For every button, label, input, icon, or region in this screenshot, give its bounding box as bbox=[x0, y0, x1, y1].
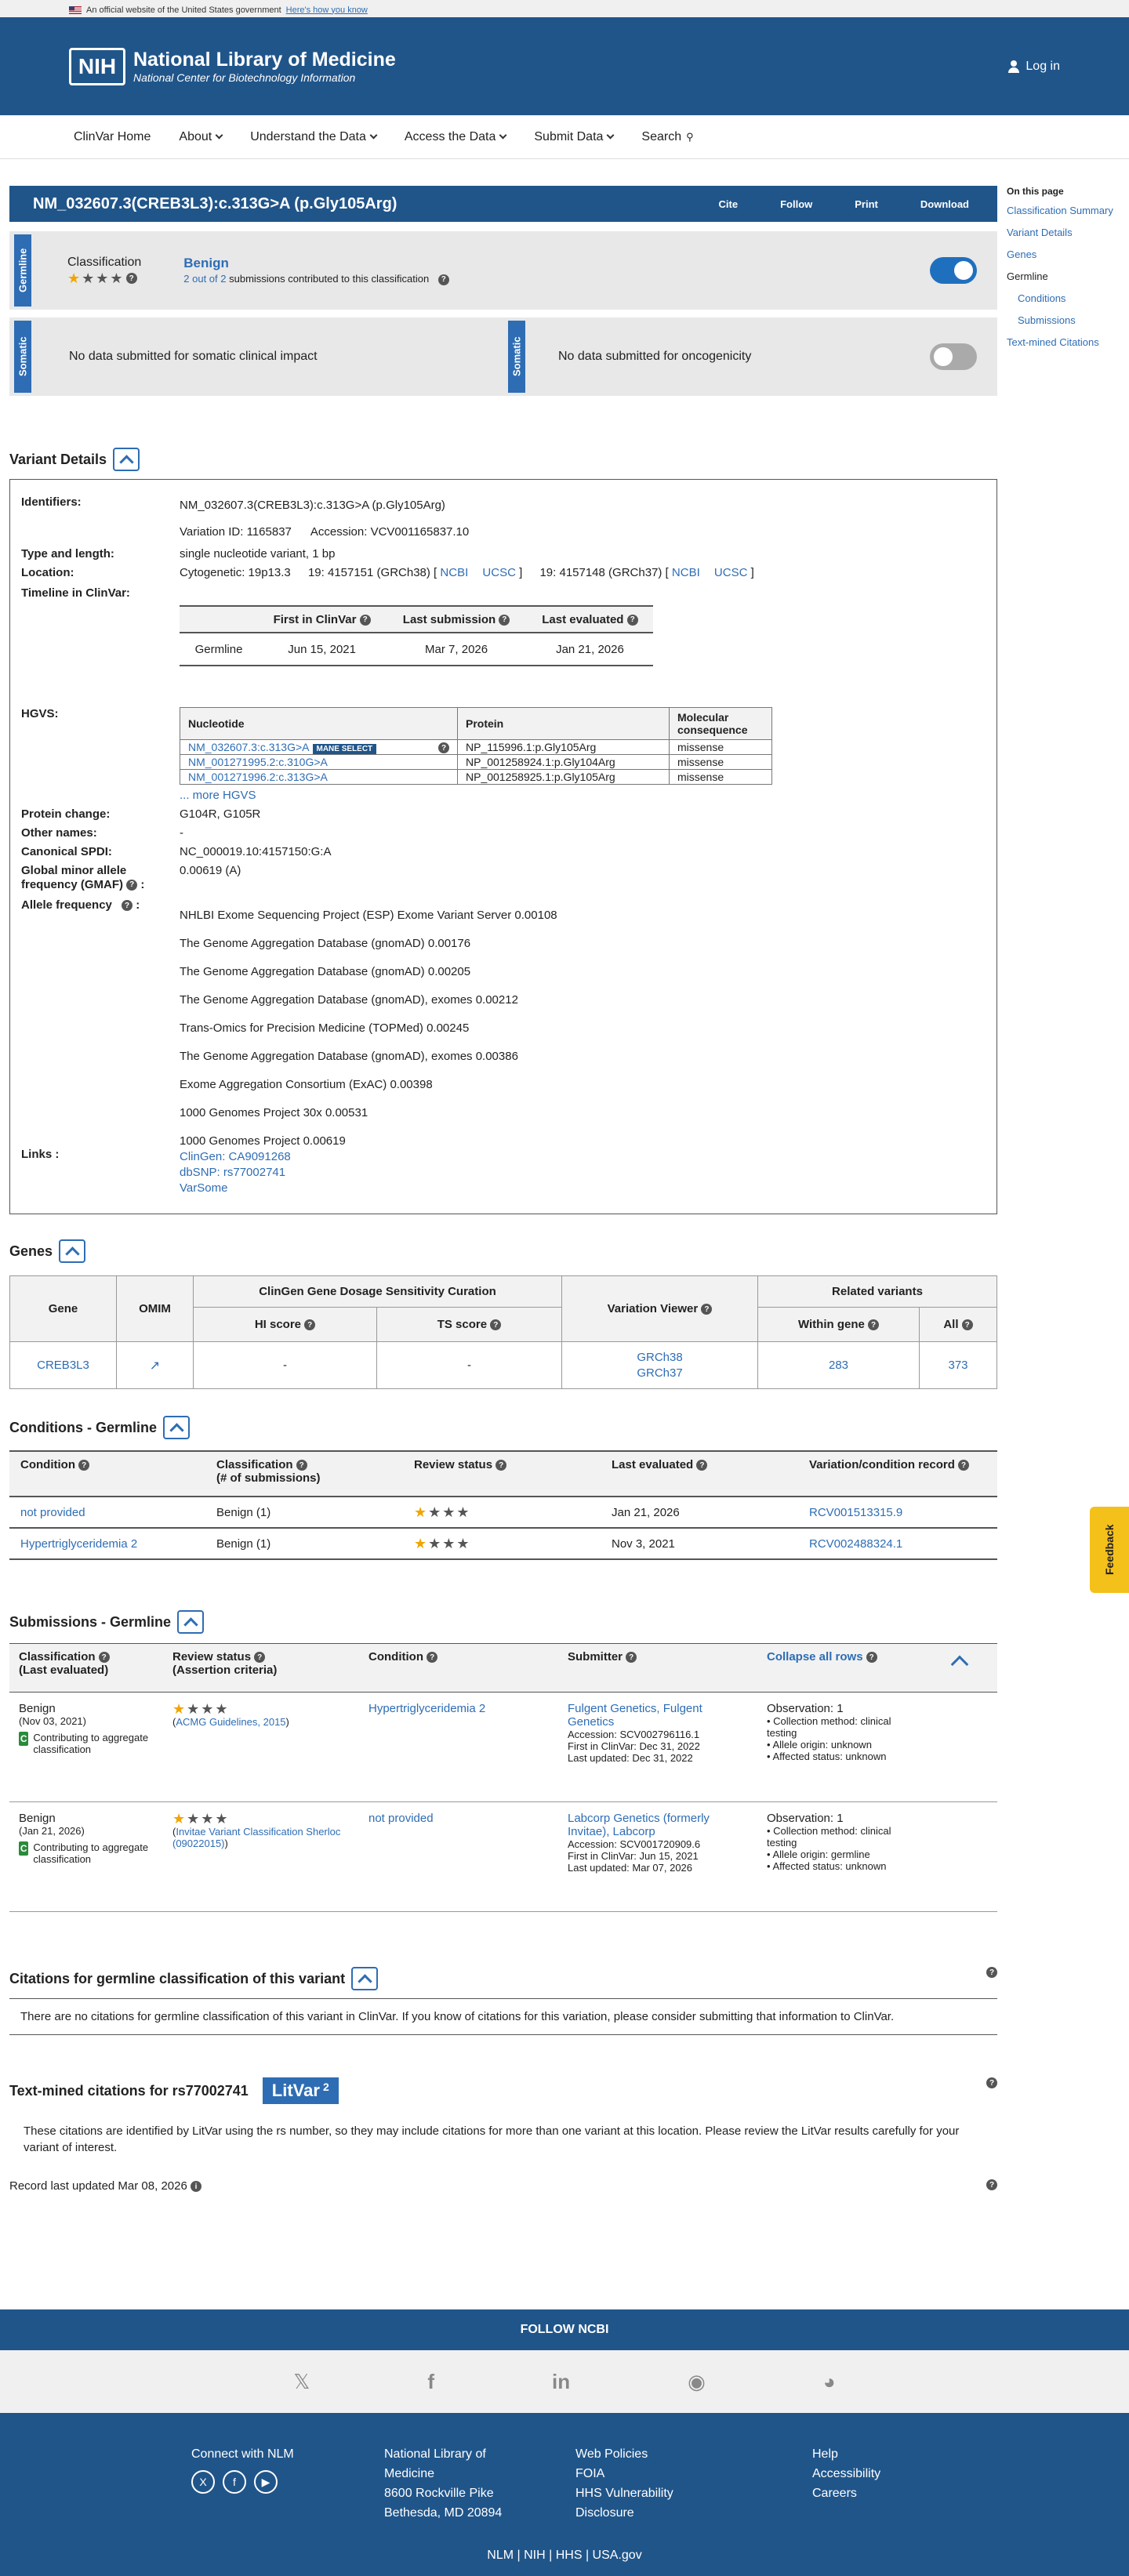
allele-freq-label: Allele frequency ? : bbox=[21, 898, 140, 912]
identifier-value: NM_032607.3(CREB3L3):c.313G>A (p.Gly105Arg) bbox=[180, 499, 445, 512]
site-footer bbox=[0, 2413, 1129, 2576]
side-classification-summary[interactable]: Classification Summary bbox=[1007, 205, 1113, 216]
external-link-icon[interactable]: ↗ bbox=[149, 1359, 161, 1373]
germline-toggle[interactable] bbox=[930, 257, 977, 284]
germline-summary bbox=[9, 231, 997, 310]
feedback-button[interactable]: Feedback bbox=[1090, 1507, 1129, 1593]
condition-link[interactable]: Hypertriglyceridemia 2 bbox=[368, 1702, 486, 1716]
user-icon bbox=[1008, 60, 1019, 73]
help-icon[interactable]: ? bbox=[126, 273, 137, 284]
criteria-link[interactable]: ACMG Guidelines, 2015 bbox=[176, 1716, 286, 1729]
login-label: Log in bbox=[1026, 59, 1060, 73]
other-names-label: Other names: bbox=[21, 826, 97, 840]
hgvs-link[interactable]: NM_032607.3:c.313G>A bbox=[188, 741, 310, 753]
side-text-mined[interactable]: Text-mined Citations bbox=[1007, 336, 1099, 348]
nav-about[interactable]: About bbox=[179, 130, 222, 144]
on-this-page bbox=[1007, 186, 1124, 358]
classification-label: Classification bbox=[67, 255, 142, 269]
side-submissions[interactable]: Submissions bbox=[1018, 314, 1076, 326]
somatic-tab: Somatic bbox=[14, 321, 31, 393]
condition-link[interactable]: Hypertriglyceridemia 2 bbox=[20, 1537, 138, 1551]
submissions-table: Classification ? (Last evaluated) Review status ? (Assertion criteria) Condition ? Submitter ? Collapse all rows ? Benign (Nov 03, 2021) C Contributing to aggregate classification ★ ★ ★ ★ (ACMG Guidelines, 2015) Hypertriglyceridemia 2 Fulgent Genetics, Fulgent Genetics Accession: SCV002796116.1 First in ClinVar: Dec 31, 2022 Last updated: Dec 31, 2022 Observation: 1 • Collection method: clinical testing • Allele origin: unknown • Affected status: unknown Benign (Jan 21, 2026) C Contributing to aggregate classification ★ ★ ★ ★ (Invitae Variant Classification Sherloc (09022015)) not provided Labcorp Genetics (formerly Invitae), Labcorp Accession: SCV001720909.6 First in ClinVar: Jun 15, 2021 Last updated: Mar 07, 2026 Observation: 1 • Collection method: clinical testing • Allele origin: germline • Affected status: unknown bbox=[9, 1643, 997, 1912]
gmaf-value: 0.00619 (A) bbox=[180, 864, 241, 877]
collapse-up-icon[interactable] bbox=[59, 1239, 85, 1263]
print-button[interactable]: Print bbox=[855, 198, 878, 210]
citations-section bbox=[9, 1967, 997, 2035]
hgvs-label: HGVS: bbox=[21, 707, 59, 720]
linkedin-icon[interactable]: in bbox=[552, 2369, 571, 2393]
youtube-icon[interactable]: ▶ bbox=[254, 2470, 278, 2494]
side-genes[interactable]: Genes bbox=[1007, 249, 1037, 260]
accessibility-link[interactable]: Accessibility bbox=[812, 2467, 881, 2480]
foia-link[interactable]: FOIA bbox=[575, 2467, 605, 2480]
location-value: Cytogenetic: 19p13.3 19: 4157151 (GRCh38) [ NCBI UCSC ] 19: 4157148 (GRCh37) [ NCBI UCSC ] bbox=[180, 566, 754, 579]
on-this-page-heading: On this page bbox=[1007, 186, 1064, 197]
ncbi-link[interactable]: NCBI bbox=[671, 566, 700, 579]
submitter-link[interactable]: Labcorp Genetics (formerly Invitae), Labcorp bbox=[568, 1812, 710, 1839]
submissions-count-text: submissions contributed to this classification bbox=[229, 273, 430, 285]
timeline-table: First in ClinVar ? Last submission ? Last evaluated ? Germline Jun 15, 2021 Mar 7, 2026 Jan 21, 2026 bbox=[180, 605, 653, 666]
review-stars: ★ ★ ★ ★ bbox=[67, 270, 123, 287]
help-link[interactable]: Help bbox=[812, 2447, 838, 2461]
textmined-heading: Text-mined citations for rs77002741 LitVar $^2$ bbox=[9, 2077, 997, 2104]
collapse-up-icon[interactable] bbox=[163, 1416, 190, 1439]
criteria-link[interactable]: Invitae Variant Classification Sherloc (09022015) bbox=[172, 1826, 341, 1850]
ucsc-link[interactable]: UCSC bbox=[713, 566, 748, 579]
search-icon: ⚲ bbox=[686, 130, 694, 143]
help-icon[interactable]: ? bbox=[986, 2179, 997, 2190]
type-label: Type and length: bbox=[21, 547, 114, 561]
help-icon[interactable]: ? bbox=[986, 1967, 997, 1978]
download-button[interactable]: Download bbox=[920, 198, 969, 210]
collapse-up-icon[interactable] bbox=[113, 448, 140, 471]
gov-banner-text: An official website of the United States government bbox=[86, 5, 281, 15]
varsome-link[interactable]: VarSome bbox=[180, 1181, 228, 1195]
collapse-up-icon[interactable] bbox=[177, 1610, 204, 1634]
chevron-down-icon bbox=[499, 132, 507, 140]
collapse-all-rows[interactable]: Collapse all rows bbox=[767, 1650, 863, 1664]
nav-understand[interactable]: Understand the Data bbox=[250, 130, 376, 144]
textmined-section bbox=[9, 2077, 997, 2165]
footer-bottom-links[interactable]: NLM | NIH | HHS | USA.gov bbox=[487, 2549, 642, 2562]
textmined-text: These citations are identified by LitVar using the rs number, so they may include citations for more than one variant at this location. Please review the LitVar results carefully for your variant of interest. bbox=[24, 2124, 960, 2155]
germline-tab: Germline bbox=[14, 234, 31, 307]
more-hgvs-link[interactable]: ... more HGVS bbox=[180, 789, 256, 802]
review-stars: ★ ★ ★ ★ bbox=[414, 1536, 470, 1552]
allele-frequencies: NHLBI Exome Sequencing Project (ESP) Exome Variant Server 0.00108 The Genome Aggregation Database (gnomAD) 0.00176 The Genome Aggregation Database (gnomAD) 0.00205 The Genome Aggregation Database (gnomAD), exomes 0.00212 Trans-Omics for Precision Medicine (TOPMed) 0.00245 The Genome Aggregation Database (gnomAD), exomes 0.00386 Exome Aggregation Consortium (ExAC) 0.00398 1000 Genomes Project 30x 0.00531 1000 Genomes Project 0.00619 bbox=[180, 909, 557, 1148]
protein-change-label: Protein change: bbox=[21, 807, 111, 821]
page-title: NM_032607.3(CREB3L3):c.313G>A (p.Gly105Arg) bbox=[33, 194, 398, 212]
somatic-summary bbox=[9, 317, 997, 396]
hgvs-table: Nucleotide Protein Molecular consequence NM_032607.3:c.313G>A MANE SELECT ? NP_115996.1:p.Gly105Arg missense NM_001271995.2:c.310G>A NP_001258924.1:p.Gly104Arg missense NM_001271996.2:c.313G>A NP_001258925.1:p.Gly105Arg missense bbox=[180, 707, 772, 785]
all-variants-link[interactable]: 373 bbox=[948, 1359, 968, 1372]
us-flag-icon bbox=[69, 6, 82, 14]
web-policies-link[interactable]: Web Policies bbox=[575, 2447, 648, 2461]
links-label: Links : bbox=[21, 1148, 60, 1161]
ncbi-link[interactable]: NCBI bbox=[440, 566, 469, 579]
chevron-down-icon bbox=[607, 132, 615, 140]
identifiers-label: Identifiers: bbox=[21, 495, 82, 509]
submission-row: Benign (Jan 21, 2026) C Contributing to aggregate classification ★ ★ ★ ★ (Invitae Variant Classification Sherloc (09022015)) not provided Labcorp Genetics (formerly Invitae), Labcorp Accession: SCV001720909.6 First in ClinVar: Jun 15, 2021 Last updated: Mar 07, 2026 Observation: 1 • Collection method: clinical testing • Allele origin: germline • Affected status: unknown bbox=[9, 1802, 997, 1912]
type-value: single nucleotide variant, 1 bp bbox=[180, 547, 336, 561]
conditions-table: Condition ? Classification ? (# of submissions) Review status ? Last evaluated ? Variation/condition record ? not provided Benign (1) ★ ★ ★ ★ Jan 21, 2026 RCV001513315.9 Hypertriglyceridemia 2 Benign (1) ★ ★ ★ ★ Nov 3, 2021 RCV002488324.1 bbox=[9, 1450, 997, 1560]
nih-logo-icon: NIH bbox=[69, 48, 125, 85]
login-button[interactable] bbox=[1008, 60, 1060, 74]
variant-title-bar bbox=[9, 186, 997, 222]
help-icon[interactable]: ? bbox=[986, 2077, 997, 2088]
somatic-toggle[interactable] bbox=[930, 343, 977, 370]
ucsc-link[interactable]: UCSC bbox=[482, 566, 516, 579]
genes-heading: Genes bbox=[9, 1239, 997, 1263]
grch38-link[interactable]: GRCh38 bbox=[637, 1350, 683, 1364]
careers-link[interactable]: Careers bbox=[812, 2487, 857, 2500]
grch37-link[interactable]: GRCh37 bbox=[637, 1366, 683, 1380]
side-variant-details[interactable]: Variant Details bbox=[1007, 227, 1073, 238]
location-label: Location: bbox=[21, 566, 74, 579]
clingen-link[interactable]: ClinGen: CA9091268 bbox=[180, 1150, 291, 1163]
variant-details-heading: Variant Details bbox=[9, 448, 997, 471]
x-icon[interactable]: X bbox=[191, 2470, 215, 2494]
hgvs-link[interactable]: NM_001271996.2:c.313G>A bbox=[188, 771, 328, 783]
oncogenicity-text: No data submitted for oncogenicity bbox=[558, 350, 752, 363]
review-stars: ★ ★ ★ ★ bbox=[414, 1504, 470, 1521]
social-links bbox=[0, 2350, 1129, 2413]
classification-value[interactable]: Benign bbox=[183, 256, 229, 271]
record-updated: Record last updated Mar 08, 2026 i ? bbox=[9, 2179, 997, 2193]
x-icon[interactable]: 𝕏 bbox=[293, 2369, 310, 2393]
timeline-label: Timeline in ClinVar: bbox=[21, 586, 130, 600]
heres-how-link[interactable]: Here's how you know bbox=[285, 5, 368, 15]
follow-ncbi: FOLLOW NCBI bbox=[0, 2309, 1129, 2350]
main-nav bbox=[0, 115, 1129, 159]
litvar-logo[interactable]: LitVar $^2$ bbox=[263, 2077, 339, 2104]
side-conditions[interactable]: Conditions bbox=[1018, 292, 1066, 304]
hhs-vulnerability-link[interactable]: HHS Vulnerability bbox=[575, 2487, 673, 2500]
citations-heading: Citations for germline classification of this variant bbox=[9, 1967, 997, 1990]
connect-nlm: Connect with NLM bbox=[191, 2447, 294, 2461]
facebook-icon[interactable]: f bbox=[223, 2470, 246, 2494]
nav-search[interactable]: Search ⚲ bbox=[641, 129, 694, 143]
rcv-link[interactable]: RCV002488324.1 bbox=[809, 1537, 903, 1551]
site-subtitle: National Center for Biotechnology Information bbox=[133, 71, 356, 84]
external-links bbox=[180, 1149, 291, 1196]
nlm-logo[interactable] bbox=[69, 48, 396, 85]
policy-links: Web Policies FOIA HHS Vulnerability Disclosure bbox=[575, 2444, 673, 2523]
site-header bbox=[0, 17, 1129, 115]
condition-link[interactable]: not provided bbox=[20, 1505, 85, 1519]
gov-banner bbox=[0, 0, 1129, 17]
within-gene-link[interactable]: 283 bbox=[828, 1359, 849, 1372]
submissions-heading: Submissions - Germline bbox=[9, 1610, 997, 1634]
spdi-value: NC_000019.10:4157150:G:A bbox=[180, 845, 332, 858]
somatic-tab-2: Somatic bbox=[508, 321, 525, 393]
nav-clinvar-home[interactable]: ClinVar Home bbox=[74, 129, 151, 143]
info-icon[interactable]: i bbox=[191, 2181, 201, 2192]
variation-accession: Variation ID: 1165837 Accession: VCV001165837.10 bbox=[180, 525, 470, 539]
nav-submit[interactable]: Submit Data bbox=[534, 130, 613, 144]
collapse-up-icon[interactable] bbox=[351, 1967, 378, 1990]
hgvs-link[interactable]: NM_001271995.2:c.310G>A bbox=[188, 756, 328, 768]
chevron-up-icon[interactable] bbox=[951, 1656, 969, 1674]
gmaf-label: Global minor allele frequency (GMAF) ? : bbox=[21, 864, 145, 891]
table-row: not provided Benign (1) ★ ★ ★ ★ Jan 21, 2026 RCV001513315.9 bbox=[9, 1497, 997, 1528]
help-icon[interactable]: ? bbox=[438, 274, 449, 285]
site-title: National Library of Medicine bbox=[133, 49, 396, 71]
mane-badge: MANE SELECT bbox=[313, 744, 377, 754]
main-content bbox=[9, 186, 997, 2193]
contributing-badge: C bbox=[20, 1843, 27, 1855]
follow-button[interactable]: Follow bbox=[780, 198, 813, 210]
variant-details-box bbox=[9, 479, 997, 1214]
chevron-down-icon bbox=[216, 132, 223, 140]
rss-icon[interactable]: ◕ bbox=[822, 2369, 836, 2393]
nlm-address: National Library of Medicine 8600 Rockville Pike Bethesda, MD 20894 bbox=[384, 2447, 503, 2520]
table-row: Hypertriglyceridemia 2 Benign (1) ★ ★ ★ ★ Nov 3, 2021 RCV002488324.1 bbox=[9, 1528, 997, 1559]
submission-row: Benign (Nov 03, 2021) C Contributing to aggregate classification ★ ★ ★ ★ (ACMG Guidelines, 2015) Hypertriglyceridemia 2 Fulgent Genetics, Fulgent Genetics Accession: SCV002796116.1 First in ClinVar: Dec 31, 2022 Last updated: Dec 31, 2022 Observation: 1 • Collection method: clinical testing • Allele origin: unknown • Affected status: unknown bbox=[9, 1693, 997, 1802]
submitter-link[interactable]: Fulgent Genetics, Fulgent Genetics bbox=[568, 1702, 702, 1729]
facebook-icon[interactable]: f bbox=[427, 2369, 435, 2393]
other-names-value: - bbox=[180, 826, 183, 840]
github-icon[interactable]: ◉ bbox=[688, 2369, 706, 2393]
citations-text: There are no citations for germline classification of this variant in ClinVar. If you know of citations for this variation, please consider submitting that information to ClinVar. bbox=[9, 1998, 997, 2035]
condition-link[interactable]: not provided bbox=[368, 1812, 434, 1826]
cite-button[interactable]: Cite bbox=[718, 198, 739, 210]
gene-link[interactable]: CREB3L3 bbox=[37, 1359, 89, 1372]
submissions-count-link[interactable]: 2 out of 2 bbox=[183, 273, 227, 285]
genes-table: Gene OMIM ClinGen Gene Dosage Sensitivity Curation Variation Viewer ? Related variants HI score ? TS score ? Within gene ? All ? CREB3L3 ↗ - - GRCh38 GRCh37 283 373 bbox=[9, 1275, 997, 1389]
somatic-impact-text: No data submitted for somatic clinical impact bbox=[69, 350, 318, 363]
contributing-badge: C bbox=[20, 1733, 27, 1745]
conditions-heading: Conditions - Germline bbox=[9, 1416, 997, 1439]
chevron-down-icon bbox=[369, 132, 377, 140]
side-germline: Germline bbox=[1007, 270, 1048, 282]
rcv-link[interactable]: RCV001513315.9 bbox=[809, 1505, 903, 1519]
dbsnp-link[interactable]: dbSNP: rs77002741 bbox=[180, 1166, 286, 1179]
help-links bbox=[812, 2444, 880, 2503]
help-icon[interactable]: ? bbox=[438, 742, 449, 753]
nav-access[interactable]: Access the Data bbox=[405, 130, 506, 144]
protein-change-value: G104R, G105R bbox=[180, 807, 261, 821]
spdi-label: Canonical SPDI: bbox=[21, 845, 112, 858]
